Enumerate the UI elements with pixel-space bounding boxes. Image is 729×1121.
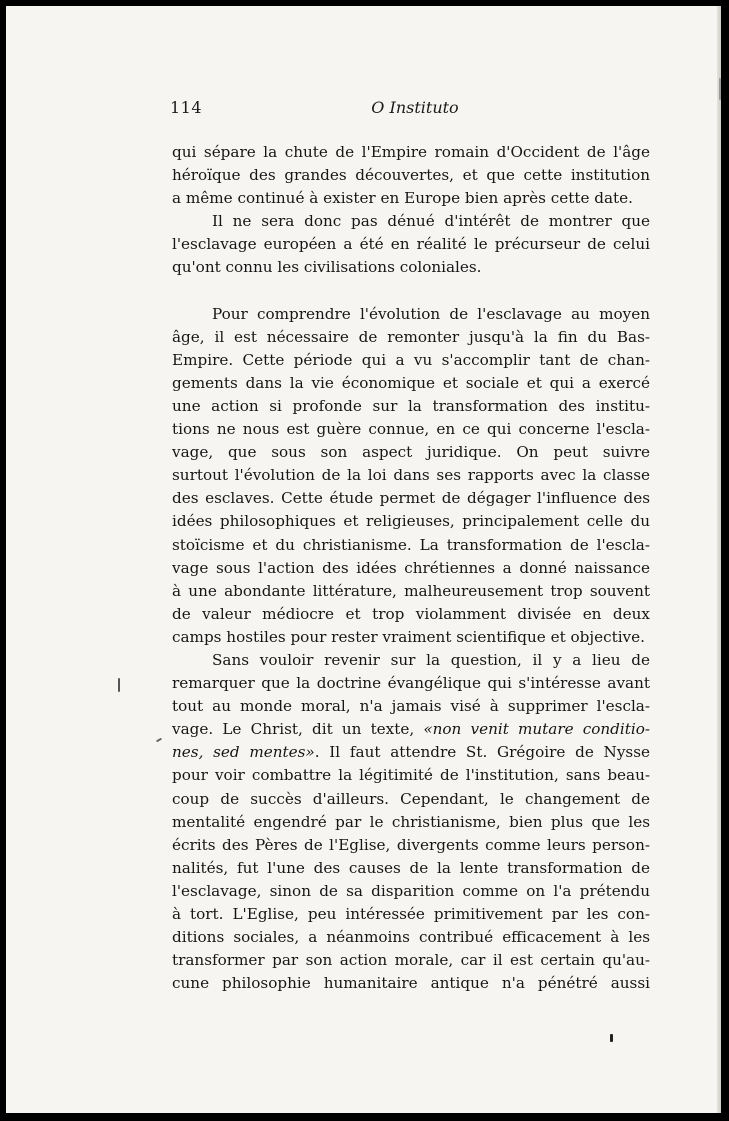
text-line: qui sépare la chute de l'Empire romain d'Occident de l'âge <box>172 143 650 161</box>
text-line: remarquer que la doctrine évangélique qui s'intéresse avant <box>172 674 650 693</box>
text-line: Il ne sera donc pas dénué d'intérêt de montrer que <box>212 212 650 231</box>
text-line: nalités, fut l'une des causes de la lente transformation de <box>172 858 650 877</box>
text-line: stoïcisme et du christianisme. La transformation de l'escla- <box>172 535 650 554</box>
latin-quote: nes, sed mentes» <box>172 743 315 762</box>
text-line: gements dans la vie économique et sociale et qui a exercé <box>172 373 650 392</box>
text-line: l'esclavage, sinon de sa disparition comme on l'a prétendu <box>172 881 650 900</box>
text-line: tout au monde moral, n'a jamais visé à supprimer l'escla- <box>172 697 650 716</box>
text-line: tions ne nous est guère connue, en ce qui concerne l'escla- <box>172 420 650 439</box>
text-line: surtout l'évolution de la loi dans ses rapports avec la classe <box>172 466 650 485</box>
text-line: a même continué à exister en Europe bien après cette date. <box>172 189 633 208</box>
text-line: l'esclavage européen a été en réalité le précurseur de celui <box>172 235 650 254</box>
text-line: vage, que sous son aspect juridique. On peut suivre <box>172 443 650 462</box>
text-line: Sans vouloir revenir sur la question, il y a lieu de <box>212 650 650 669</box>
body-text <box>172 141 650 995</box>
text-line: qu'ont connu les civilisations coloniales. <box>172 258 482 277</box>
text-line: héroïque des grandes découvertes, et que cette institution <box>172 166 650 185</box>
text-line: pour voir combattre la légitimité de l'institution, sans beau- <box>172 766 650 785</box>
text-line: Empire. Cette période qui a vu s'accomplir tant de chan- <box>172 350 650 369</box>
scan-speck <box>118 678 120 692</box>
page-number: 114 <box>170 98 203 117</box>
scan-speck <box>719 78 721 100</box>
text-line: transformer par son action morale, car il est certain qu'au- <box>172 951 650 970</box>
text-line: vage sous l'action des idées chrétiennes a donné naissance <box>172 558 650 577</box>
text-line: ditions sociales, a néanmoins contribué efficacement à les <box>172 928 650 947</box>
text-line: des esclaves. Cette étude permet de dégager l'influence des <box>172 489 650 508</box>
text-fragment: . Il faut attendre St. Grégoire de Nysse <box>314 743 650 762</box>
running-title: O Instituto <box>371 98 459 117</box>
text-line: à une abondante littérature, malheureusement trop souvent <box>172 581 650 600</box>
scanned-page <box>6 6 721 1113</box>
paragraph-gap <box>172 280 650 303</box>
text-line: une action si profonde sur la transformation des institu- <box>172 396 650 415</box>
text-line: idées philosophiques et religieuses, principalement celle du <box>172 512 650 531</box>
text-line: camps hostiles pour rester vraiment scientifique et objective. <box>172 627 645 646</box>
page-header <box>170 98 660 120</box>
text-line-with-quote <box>172 741 650 764</box>
text-line: à tort. L'Eglise, peu intéressée primitivement par les con- <box>172 905 650 923</box>
scan-edge <box>717 6 721 1113</box>
text-fragment: vage. Le Christ, dit un texte, <box>172 720 424 739</box>
text-line: coup de succès d'ailleurs. Cependant, le changement de <box>172 789 650 808</box>
text-line: âge, il est nécessaire de remonter jusqu'à la fin du Bas- <box>172 327 650 346</box>
scan-speck <box>156 738 162 743</box>
scan-speck <box>610 1034 613 1042</box>
text-line-with-quote <box>172 718 650 741</box>
text-line: mentalité engendré par le christianisme, bien plus que les <box>172 812 650 831</box>
text-line: Pour comprendre l'évolution de l'esclavage au moyen <box>212 304 650 323</box>
text-line: cune philosophie humanitaire antique n'a pénétré aussi <box>172 974 650 993</box>
text-line: écrits des Pères de l'Eglise, divergents comme leurs person- <box>172 835 650 854</box>
text-line: de valeur médiocre et trop violamment divisée en deux <box>172 604 650 623</box>
latin-quote: «non venit mutare conditio- <box>423 720 650 739</box>
